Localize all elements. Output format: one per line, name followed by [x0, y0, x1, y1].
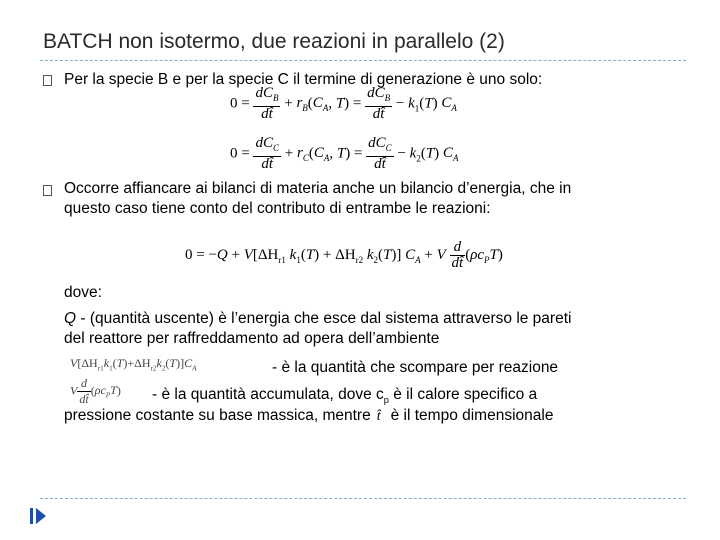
- bullet-square-icon: [43, 75, 52, 86]
- footer-divider: [40, 498, 686, 499]
- last-line-part-a: pressione costante su base massica, mentre: [64, 407, 371, 424]
- equation-energy: $0 = -Q + V[\Delta H_{r1}$ $k_1(T) + \Delta H_{r2}$ $k_2(T)$] $C_A + V$ $\frac{d}{dt̂}$ $(\rho c_PT)$: [185, 239, 503, 271]
- dove-label: dove:: [64, 284, 102, 301]
- q-description-text: - (quantità uscente) è l’energia che esce dal sistema attraverso le pareti: [76, 310, 572, 327]
- q-symbol: Q: [64, 310, 77, 327]
- inline-time-symbol: t̂: [376, 409, 381, 424]
- reaction-term-description: - è la quantità che scompare per reazione: [272, 359, 559, 376]
- inline-accumulation-term: V $\frac{d}{dt̂}$ $(\rho c_PT)$: [70, 376, 121, 406]
- nav-bar-icon[interactable]: [30, 508, 33, 524]
- accumulation-desc-part-a: - è la quantità accumulata, dove c: [152, 386, 384, 403]
- equation-1: 0 = $\frac{dC_B}{dt̂}$ + $r_B(C_A$, T) = $\frac{dC_B}{dt̂}$ − $k_1(T)$ $C_A$: [230, 85, 457, 122]
- next-arrow-icon[interactable]: [36, 508, 46, 524]
- inline-reaction-term: $V[\Delta H_{r1}k_1(T)+\Delta H_{r2}k_2(T)]C_A$: [70, 356, 197, 373]
- q-description-line-1: [64, 309, 571, 329]
- slide-title: BATCH non isotermo, due reazioni in parallelo (2): [43, 30, 505, 53]
- cp-subscript: p: [383, 395, 389, 406]
- bullet-1-text: Per la specie B e per la specie C il termine di generazione è uno solo:: [64, 71, 543, 88]
- bullet-square-icon: [43, 185, 52, 196]
- bullet-2-line-1: Occorre affiancare ai bilanci di materia anche un bilancio d’energia, che in: [64, 180, 572, 197]
- title-divider: [40, 60, 686, 61]
- last-line-part-b: è il tempo dimensionale: [390, 407, 554, 424]
- bullet-2-line-2: questo caso tiene conto del contributo di entrambe le reazioni:: [64, 200, 491, 217]
- last-line: [64, 406, 553, 427]
- accumulation-desc-part-b: è il calore specifico a: [388, 386, 538, 403]
- equation-2: 0 = $\frac{dC_C}{dt̂}$ + $r_C(C_A$, T) = $\frac{dC_C}{dt̂}$ − $k_2(T)$ $C_A$: [230, 135, 459, 172]
- q-description-line-2: del reattore per raffreddamento ad opera dell’ambiente: [64, 330, 440, 347]
